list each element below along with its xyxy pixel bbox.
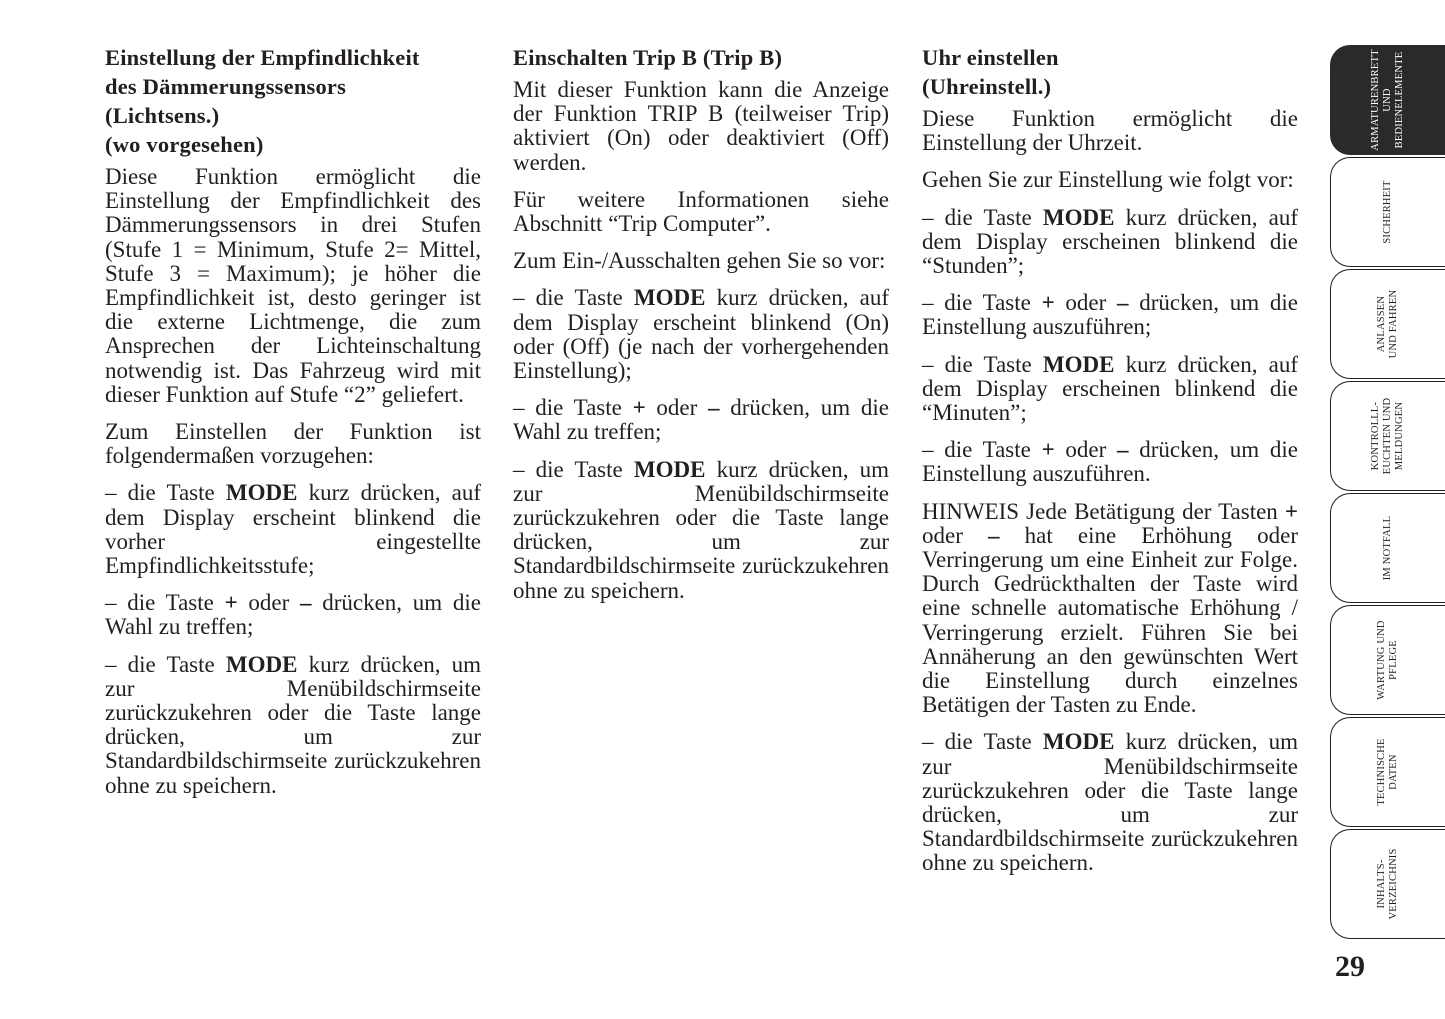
paragraph: Für weitere Informationen siehe Abschnitt “Trip Computer”.	[513, 186, 889, 237]
column-uhr	[922, 43, 1298, 889]
instruction-step: – die Taste + oder – drücken, um die Einstellung auszuführen;	[922, 290, 1298, 340]
heading-line: Einschalten Trip B (Trip B)	[513, 45, 783, 70]
instruction-step: – die Taste MODE kurz drücken, auf dem Display erscheint blinkend die vorher eingestellte Empfindlichkeitsstufe;	[105, 480, 482, 579]
paragraph: Zum Ein-/Ausschalten gehen Sie so vor:	[513, 248, 886, 274]
tab-wartung[interactable]: WARTUNG UND PFLEGE	[1330, 605, 1445, 715]
chapter-tabs	[1330, 45, 1445, 945]
section-heading-lichtsens	[105, 43, 481, 159]
paragraph: Mit dieser Funktion kann die Anzeige der Funktion TRIP B (teilweiser Trip) aktiviert (On) oder deaktiviert (Off) werden.	[513, 77, 889, 175]
paragraph: Gehen Sie zur Einstellung wie folgt vor:	[922, 167, 1294, 193]
column-lichtsens	[105, 43, 481, 811]
instruction-step: – die Taste MODE kurz drücken, um zur Menübildschirmseite zurückzukehren oder die Taste lange drücken, um zur Standardbildschirmseite zurückzukehren ohne zu speichern.	[513, 456, 889, 603]
note-paragraph: HINWEIS Jede Betätigung der Tasten + oder – hat eine Erhöhung oder Verringerung um eine Einheit zur Folge. Durch Gedrückthalten der Taste wird eine schnelle automatische Erhöhung / Verringerung erzielt. Führen Sie bei Annäherung an den gewünschten Wert die Einstellung durch einzelnes Betätigen der Tasten zu Ende.	[922, 498, 1298, 718]
paragraph: Diese Funktion ermöglicht die Einstellung der Empfindlichkeit des Dämmerungssensors in drei Stufen (Stufe 1 = Minimum, Stufe 2= Mittel, Stufe 3 = Maximum); je höher die Empfindlichkeit ist, desto geringer ist die externe Lichtmenge, die zum Ansprechen der Lichteinschaltung notwendig ist. Das Fahrzeug wird mit dieser Funktion auf Stufe “2” geliefert.	[105, 164, 481, 407]
heading-line: Uhr einstellen	[922, 45, 1059, 70]
section-heading-uhr	[922, 43, 1298, 101]
section-heading-trip-b	[513, 43, 889, 72]
heading-line: (Uhreinstell.)	[922, 74, 1052, 99]
tab-im-notfall[interactable]: IM NOTFALL	[1330, 493, 1445, 603]
heading-line: Einstellung der Empfindlichkeit	[105, 45, 420, 70]
instruction-step: – die Taste + oder – drücken, um die Einstellung auszuführen.	[922, 437, 1298, 487]
instruction-step: – die Taste MODE kurz drücken, um zur Menübildschirmseite zurückzukehren oder die Taste lange drücken, um zur Standardbildschirmseite zurückzukehren ohne zu speichern.	[922, 729, 1298, 876]
tab-kontrollleuchten[interactable]: KONTROLLL- EUCHTEN UND MELDUNGEN	[1330, 381, 1445, 491]
instruction-step: – die Taste MODE kurz drücken, auf dem Display erscheint blinkend (On) oder (Off) (je nach der vorhergehenden Einstellung);	[513, 285, 890, 384]
paragraph: Diese Funktion ermöglicht die Einstellung der Uhrzeit.	[922, 106, 1298, 156]
tab-inhaltsverzeichnis[interactable]: INHALTS- VERZEICHNIS	[1330, 829, 1445, 939]
tab-technische-daten[interactable]: TECHNISCHE DATEN	[1330, 717, 1445, 827]
instruction-step: – die Taste MODE kurz drücken, auf dem Display erscheinen blinkend die “Minuten”;	[922, 351, 1299, 426]
tab-anlassen[interactable]: ANLASSEN UND FAHREN	[1330, 269, 1445, 379]
instruction-step: – die Taste MODE kurz drücken, auf dem Display erscheinen blinkend die “Stunden”;	[922, 204, 1299, 279]
heading-line: (Lichtsens.)	[105, 103, 220, 128]
instruction-step: – die Taste + oder – drücken, um die Wahl zu treffen;	[105, 590, 481, 640]
heading-line: des Dämmerungssensors	[105, 74, 347, 99]
instruction-step: – die Taste + oder – drücken, um die Wahl zu treffen;	[513, 395, 889, 445]
page-number: 29	[1335, 950, 1365, 983]
heading-line: (wo vorgesehen)	[105, 132, 264, 157]
instruction-step: – die Taste MODE kurz drücken, um zur Menübildschirmseite zurückzukehren oder die Taste lange drücken, um zur Standardbildschirmseite zurückzukehren ohne zu speichern.	[105, 651, 481, 798]
paragraph: Zum Einstellen der Funktion ist folgendermaßen vorzugehen:	[105, 419, 481, 469]
tab-sicherheit[interactable]: SICHERHEIT	[1330, 157, 1445, 267]
column-trip-b	[513, 43, 889, 616]
tab-armaturenbrett[interactable]: ARMATURENBRETT UND BEDIENELEMENTE	[1330, 45, 1445, 155]
